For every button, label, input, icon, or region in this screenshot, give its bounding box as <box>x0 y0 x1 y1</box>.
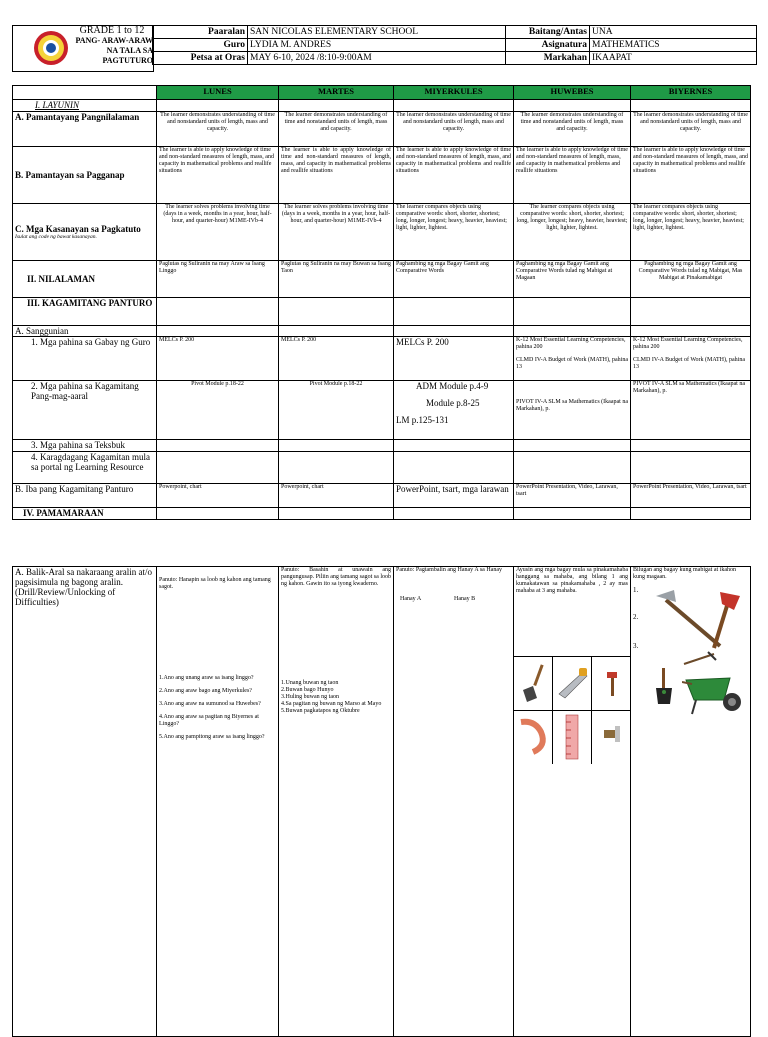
ba-martes-instr: Panuto: Basahin at unawain ang pangungusap. Piliin ang tamang sagot sa loob ng kahon. Gawin ito sa iyong kwaderno. <box>281 567 391 587</box>
day-header-biyernes: BIYERNES <box>631 86 751 100</box>
huwebes-image-grid <box>513 656 630 764</box>
header-info-table <box>152 25 757 65</box>
ba-lunes-instr: Panuto: Hanapin sa loob ng kahon ang tamang sagot. <box>159 577 271 590</box>
pg-huwebes: The learner is able to apply knowledge of time and non-standard measures of length, mass, and capacity in mathematical problems and reallife situations <box>514 147 631 204</box>
balik-aral-table <box>12 566 751 1037</box>
pg-miyerkules: The learner is able to apply knowledge of time and non-standard measures of length, mass, and capacity in mathematical problems and reallife situations <box>394 147 514 204</box>
hanay-b-label: Hanay B <box>454 596 476 602</box>
kasanayan-title: C. Mga Kasanayan sa Pagkatuto <box>15 223 141 234</box>
ba-lunes-q5: 5.Ano ang pampitong araw sa isang linggo? <box>159 734 265 740</box>
pamantayan-sa-pagganap-label: B. Pamantayan sa Pagganap <box>13 147 157 204</box>
km-miyerkules-2: Module p.8-25 <box>426 398 480 408</box>
km-martes: Pivot Module p.18-22 <box>279 381 394 440</box>
km-miyerkules-3: LM p.125-131 <box>396 415 449 425</box>
ib-miyerkules: PowerPoint, tsart, mga larawan <box>394 484 514 508</box>
date-label: Petsa at Oras <box>153 52 248 65</box>
pp-martes: The learner demonstrates understanding of time and nonstandard units of length, mass and capacity. <box>279 112 394 147</box>
wheelbarrow-icon <box>682 672 746 716</box>
teksbuk-label: 3. Mga pahina sa Teksbuk <box>13 440 157 452</box>
gb-huwebes <box>514 337 631 381</box>
pp-miyerkules: The learner demonstrates understanding of time and nonstandard units of length, mass and capacity. <box>394 112 514 147</box>
hammer-icon <box>603 670 621 698</box>
gb-martes: MELCs P. 200 <box>279 337 394 381</box>
header-title-box <box>12 25 154 72</box>
pg-martes: The learner is able to apply knowledge of time and non-standard measures of length, mass, and capacity in mathematical problems and reallife situations <box>279 147 394 204</box>
tool-icon <box>601 722 623 746</box>
ba-martes-q3: 3.Huling buwan ng taon <box>281 694 339 700</box>
ba-miyerkules <box>394 567 514 1037</box>
ba-biyernes-num2: 2. <box>633 613 639 621</box>
nl-lunes: Paglutas ng Suliranin na may Araw sa Isang Linggo <box>157 261 279 298</box>
ba-lunes <box>157 567 279 1037</box>
ib-lunes: Powerpoint, chart <box>157 484 279 508</box>
gb-biyernes <box>631 337 751 381</box>
balik-aral-label: A. Balik-Aral sa nakaraang aralin at/o pagsisimula ng bagong aralin. (Drill/Review/Unlocking of Difficulties) <box>13 567 157 1037</box>
date-value: MAY 6-10, 2024 /8:10-9:00AM <box>248 52 506 65</box>
pamantayang-pangnilalaman-label: A. Pamantayang Pangnilalaman <box>13 112 157 147</box>
ib-huwebes: PowerPoint Presentation, Video, Larawan, tsart <box>514 484 631 508</box>
shovel-icon <box>519 664 547 704</box>
ba-biyernes-num1: 1. <box>633 586 639 594</box>
gb-huwebes-2: CLMD IV-A Budget of Work (MATH), pahina 13 <box>516 357 629 370</box>
km-biyernes: PIVOT IV-A SLM sa Mathematics (Ikaapat na Markahan), p. <box>631 381 751 440</box>
km-huwebes <box>514 381 631 440</box>
hoe-and-axe-icon <box>654 588 744 654</box>
kagamitang-pang-mag-aaral-label: 2. Mga pahina sa Kagamitang Pang-mag-aaral <box>13 381 157 440</box>
hanay-a-label: Hanay A <box>400 596 422 602</box>
ba-martes <box>279 567 394 1037</box>
ba-lunes-q4: 4.Ano ang araw sa pagitan ng Biyernes at Linggo? <box>159 714 259 727</box>
kagamitang-label: III. KAGAMITANG PANTURO <box>13 298 157 326</box>
pg-biyernes: The learner is able to apply knowledge of time and non-standard measures of length, mass, and capacity in mathematical problems and reallife situations <box>631 147 751 204</box>
pamamaraan-label: IV. PAMAMARAAN <box>13 508 157 520</box>
grade-label: Baitang/Antas <box>506 26 590 39</box>
day-header-miyerkules: MIYERKULES <box>394 86 514 100</box>
ks-huwebes: The learner compares objects using comparative words: short, shorter, shortest; long, longer, longest; heavy, heavier, heaviest; light, lighter, lightest. <box>514 204 631 261</box>
ba-martes-q1: 1.Unang buwan ng taon <box>281 680 339 686</box>
ba-miyerkules-instr: Panuto: Pagtambalin ang Hanay A sa Hanay <box>396 567 502 573</box>
subject-value: MATHEMATICS <box>590 39 757 52</box>
lesson-plan-table <box>12 85 751 520</box>
ks-martes: The learner solves problems involving time (days in a week, months in a year, hour, half-hour, and quarter-hour) M1ME-IVb-4 <box>279 204 394 261</box>
sanggunian-label: A. Sanggunian <box>13 326 157 337</box>
ba-martes-q2: 2.Buwan bago Hunyo <box>281 687 334 693</box>
ba-huwebes <box>514 567 631 1037</box>
gabay-label: 1. Mga pahina sa Gabay ng Guro <box>13 337 157 381</box>
gb-biyernes-2: CLMD IV-A Budget of Work (MATH), pahina 13 <box>633 357 746 370</box>
deped-seal-icon <box>33 30 69 66</box>
saw-icon <box>557 666 589 700</box>
ba-martes-q4: 4.Sa pagitan ng buwan ng Marso at Mayo <box>281 701 382 707</box>
doc-title-3: PAGTUTURO <box>102 56 153 65</box>
teacher-value: LYDIA M. ANDRES <box>248 39 506 52</box>
pp-huwebes: The learner demonstrates understanding of time and nonstandard units of length, mass and capacity. <box>514 112 631 147</box>
ib-martes: Powerpoint, chart <box>279 484 394 508</box>
ba-lunes-q3: 3.Ano ang araw na sumunod sa Huwebes? <box>159 701 261 707</box>
ba-lunes-q2: 2.Ano ang araw bago ang Miyerkules? <box>159 688 252 694</box>
nl-miyerkules: Paghambing ng mga Bagay Gamit ang Comparative Words <box>394 261 514 298</box>
day-header-lunes: LUNES <box>157 86 279 100</box>
rake-icon <box>682 650 718 668</box>
km-miyerkules-1: ADM Module p.4-9 <box>416 381 489 391</box>
ks-lunes: The learner solves problems involving time (days in a week, months in a year, hour, half-hour, and quarter-hour) M1ME-IVb-4 <box>157 204 279 261</box>
doc-title-1: PANG- ARAW-ARAW <box>75 36 153 45</box>
ba-lunes-q1: 1.Ano ang unang araw sa isang linggo? <box>159 675 254 681</box>
subject-label: Asignatura <box>506 39 590 52</box>
school-value: SAN NICOLAS ELEMENTARY SCHOOL <box>248 26 506 39</box>
km-miyerkules <box>394 381 514 440</box>
kasanayan-note: Isulat ang code ng bawat kasanayan. <box>15 233 97 240</box>
nilalaman-label: II. NILALAMAN <box>13 261 157 298</box>
grade-value: UNA <box>590 26 757 39</box>
ks-miyerkules: The learner compares objects using comparative words: short, shorter, shortest; long, longer, longest; heavy, heavier, heaviest; light, lighter, lightest. <box>394 204 514 261</box>
ba-huwebes-instr: Ayusin ang mga bagay mula sa pinakamahaba hanggang sa mahaba, ang bilang 1 ang kumakatawan sa pinakamahaba , 2 ay mas mahaba at 3 ang mahaba. <box>516 567 628 594</box>
ba-martes-q5: 5.Buwan pagkatapos ng Oktubre <box>281 708 360 714</box>
measuring-tape-icon <box>517 716 549 756</box>
ks-biyernes: The learner compares objects using comparative words: short, shorter, shortest; long, longer, longest; heavy, heavier, heaviest; light, lighter, lightest. <box>631 204 751 261</box>
ba-biyernes-instr: Bilugan ang bagay kung mabigat at ikahon kung magaan. <box>633 567 736 580</box>
layunin-heading: I. LAYUNIN <box>13 100 157 112</box>
corner-cell <box>13 86 157 100</box>
gb-miyerkules: MELCs P. 200 <box>394 337 514 381</box>
school-label: Paaralan <box>153 26 248 39</box>
ba-biyernes-num3: 3. <box>633 642 639 650</box>
karagdagang-label: 4. Karagdagang Kagamitan mula sa portal ng Learning Resource <box>13 452 157 484</box>
iba-pang-label: B. Iba pang Kagamitang Panturo <box>13 484 157 508</box>
pg-lunes: The learner is able to apply knowledge of time and non-standard measures of length, mass, and capacity in mathematical problems and reallife situations <box>157 147 279 204</box>
quarter-label: Markahan <box>506 52 590 65</box>
nl-biyernes: Paghambing ng mga Bagay Gamit ang Comparative Words tulad ng Mabigat, Mas Mabigat at Pinakamabigat <box>631 261 751 298</box>
quarter-value: IKAAPAT <box>590 52 757 65</box>
pp-biyernes: The learner demonstrates understanding of time and nonstandard units of length, mass and capacity. <box>631 112 751 147</box>
nl-martes: Paglutas ng Suliranin na may Buwan sa Isang Taon <box>279 261 394 298</box>
kasanayan-label <box>13 204 157 261</box>
day-header-martes: MARTES <box>279 86 394 100</box>
km-lunes: Pivot Module p.18-22 <box>157 381 279 440</box>
gb-lunes: MELCs P. 200 <box>157 337 279 381</box>
gb-huwebes-1: K-12 Most Essential Learning Competencies, pahina 200 <box>516 337 626 350</box>
doc-title-2: NA TALA SA <box>106 46 153 55</box>
km-huwebes-1: PIVOT IV-A SLM sa Mathematics (Ikaapat na Markahan), p. <box>516 399 628 412</box>
teacher-label: Guro <box>153 39 248 52</box>
pp-lunes: The learner demonstrates understanding of time and nonstandard units of length, mass and capacity. <box>157 112 279 147</box>
ruler-icon <box>561 714 583 760</box>
day-header-huwebes: HUWEBES <box>514 86 631 100</box>
gb-biyernes-1: K-12 Most Essential Learning Competencies, pahina 200 <box>633 337 743 350</box>
nl-huwebes: Paghambing ng mga Bagay Gamit ang Comparative Words tulad ng Mabigat at Magaan <box>514 261 631 298</box>
spade-icon <box>652 668 676 708</box>
ib-biyernes: PowerPoint Presentation, Video, Larawan, tsart <box>631 484 751 508</box>
grade-range: GRADE 1 to 12 <box>79 25 145 36</box>
